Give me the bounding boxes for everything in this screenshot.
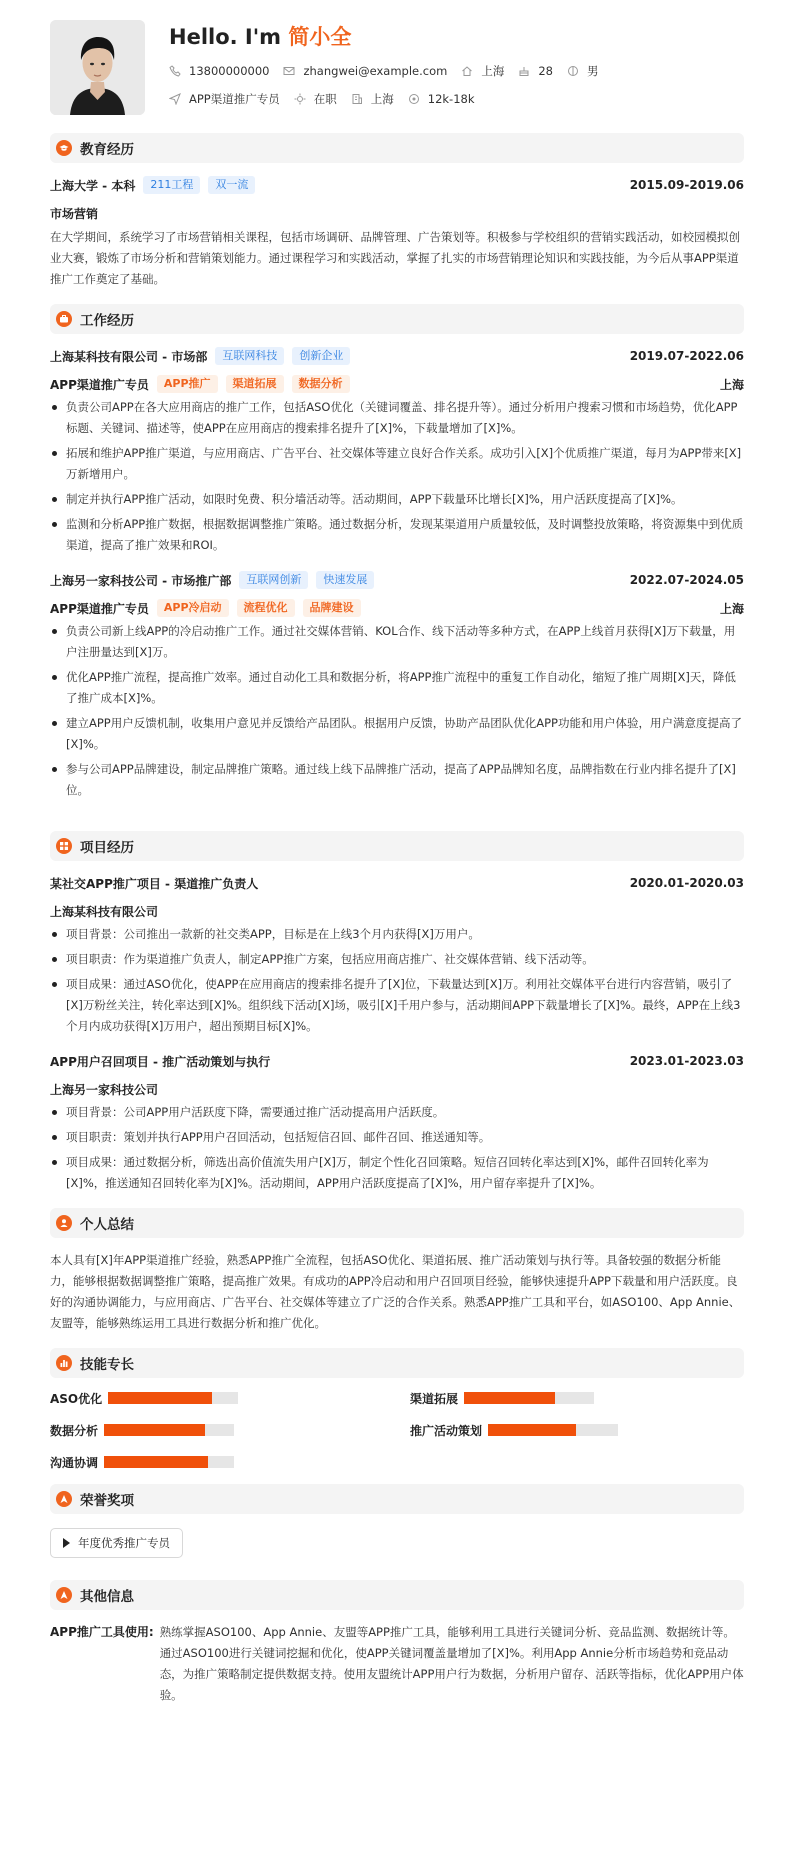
position-tag: APP推广 (157, 375, 218, 393)
list-item: 建立APP用户反馈机制，收集用户意见并反馈给产品团队。根据用户反馈，协助产品团队优化APP功能和用户体验，用户满意度提高了[X]%。 (50, 713, 744, 755)
education-description: 在大学期间，系统学习了市场营销相关课程，包括市场调研、品牌管理、广告策划等。积极参与学校组织的营销实践活动，如校园模拟创业大赛，锻炼了市场分析和营销策划能力。通过课程学习和实践活动，掌握了扎实的市场营销理论知识和实践技能，为今后从事APP渠道推广工作奠定了基础。 (50, 230, 740, 286)
project-date: 2020.01-2020.03 (629, 876, 744, 890)
work-left (50, 571, 382, 589)
awards-list (50, 1526, 744, 1572)
skill-item (50, 1390, 410, 1406)
work-city-text: 上海 (370, 92, 394, 106)
bar-chart-icon (56, 1355, 72, 1371)
status-icon (294, 93, 306, 105)
summary-text: 本人具有[X]年APP渠道推广经验，熟悉APP推广全流程，包括ASO优化、渠道拓展、推广活动策划与执行等。具备较强的数据分析能力，能够根据数据调整推广策略，提高推广效果。有成功的APP冷启动和用户召回项目经验，能够快速提升APP下载量和用户活跃度。良好的沟通协调能力，与应用商店、广告平台、社交媒体等建立了广泛的合作关系。熟悉APP推广工具和平台，如ASO100、App Annie、友盟等，能够熟练运用工具进行数据分析和推广优化。 (50, 1253, 741, 1330)
grid-icon (56, 838, 72, 854)
list-item: 负责公司APP在各大应用商店的推广工作，包括ASO优化（关键词覆盖、排名提升等）。通过分析用户搜索习惯和市场趋势，优化APP标题、关键词、描述等，使APP在应用商店的搜索排名提升了[X]%，下载量增加了[X]%。 (50, 397, 744, 439)
list-item: 负责公司新上线APP的冷启动推广工作。通过社交媒体营销、KOL合作、线下活动等多种方式，在APP上线首月获得[X]万下载量，用户注册量达到[X]万。 (50, 621, 744, 663)
company-tag: 创新企业 (292, 347, 350, 365)
city-item (461, 63, 504, 79)
age-text: 28 (538, 64, 553, 78)
candidate-name: 简小全 (288, 25, 352, 49)
education-date: 2015.09-2019.06 (629, 178, 744, 192)
other-text: 熟练掌握ASO100、App Annie、友盟等APP推广工具，能够利用工具进行关键词分析、竞品监测、数据统计等。通过ASO100进行关键词挖掘和优化，使APP关键词覆盖量增加了[X]%。利用App Annie分析市场趋势和竞品动态，为推广策略制定提供数据支持。使用友盟统计APP用户行为数据，分析用户留存、活跃等指标，优化APP用户体验。 (159, 1625, 744, 1702)
education-left (50, 176, 263, 194)
work-row (50, 570, 744, 590)
work-row (50, 346, 744, 366)
gender-item (567, 63, 599, 79)
salary-item (408, 92, 475, 106)
section-title: 教育经历 (80, 142, 134, 158)
position-tag: 品牌建设 (303, 599, 361, 617)
project-row (50, 873, 744, 893)
other-info-row (50, 1622, 744, 1706)
briefcase-icon (56, 311, 72, 327)
list-item: 项目成果：通过ASO优化，使APP在应用商店的搜索排名提升了[X]位，下载量达到[X]万。利用社交媒体平台进行内容营销，吸引了[X]万粉丝关注，转化率达到[X]%。组织线下活动[X]场，吸引[X]千用户参与，活动期间APP下载量增长了[X]%。最终，APP在上线3个月内成功获得[X]万用户，超出预期目标[X]%。 (50, 974, 744, 1037)
phone-text: 13800000000 (189, 64, 270, 78)
skill-item (50, 1454, 410, 1470)
work-location: 上海 (719, 377, 744, 392)
phone-item (169, 64, 269, 78)
work-bullets (50, 397, 744, 556)
skill-item (410, 1422, 740, 1438)
send-icon (169, 93, 181, 105)
avatar (50, 20, 145, 115)
skill-name: 沟通协调 (50, 1455, 99, 1470)
major-line (50, 203, 744, 223)
project-name: 某社交APP推广项目 - 渠道推广负责人 (50, 876, 259, 891)
section-title: 项目经历 (80, 840, 134, 856)
position-left (50, 375, 358, 393)
school-name: 上海大学 - 本科 (50, 178, 136, 193)
awards-section-header (50, 1484, 744, 1514)
major-name: 市场营销 (50, 206, 99, 221)
salary-icon (408, 93, 420, 105)
skill-fill (104, 1456, 208, 1468)
skill-name: 数据分析 (50, 1423, 99, 1438)
skills-grid (50, 1390, 744, 1470)
company-name: 上海某科技有限公司 - 市场部 (50, 349, 208, 364)
phone-icon (169, 65, 181, 77)
list-item: 监测和分析APP推广数据，根据数据调整推广策略。通过数据分析，发现某渠道用户质量较低，及时调整投放策略，将资源集中到优质渠道，提高了推广效果和ROI。 (50, 514, 744, 556)
other-section-header (50, 1580, 744, 1610)
status-item (294, 91, 337, 107)
section-title: 个人总结 (80, 1217, 134, 1233)
project-bullets (50, 1102, 744, 1194)
skill-name: 推广活动策划 (410, 1423, 483, 1438)
position-tag: 数据分析 (292, 375, 350, 393)
list-item: 项目背景：公司推出一款新的社交类APP，目标是在上线3个月内获得[X]万用户。 (50, 924, 744, 945)
email-item (283, 64, 447, 78)
project-company: 上海另一家科技公司 (50, 1082, 159, 1097)
work-date: 2019.07-2022.06 (629, 349, 744, 363)
work-entry (50, 570, 744, 801)
project-bullets (50, 924, 744, 1037)
position-tag: 渠道拓展 (226, 375, 284, 393)
section-title: 工作经历 (80, 313, 134, 329)
education-entry (50, 175, 744, 290)
gender-text: 男 (586, 64, 599, 78)
skill-name: ASO优化 (50, 1391, 103, 1406)
city-text: 上海 (481, 64, 505, 78)
section-title: 技能专长 (80, 1357, 134, 1373)
work-bullets (50, 621, 744, 801)
company-tag: 互联网科技 (215, 347, 284, 365)
company-name: 上海另一家科技公司 - 市场推广部 (50, 573, 232, 588)
status-text: 在职 (313, 92, 337, 106)
school-tag: 211工程 (143, 176, 200, 194)
skill-item (410, 1390, 740, 1406)
work-left (50, 347, 358, 365)
summary-block (50, 1250, 744, 1334)
skill-fill (104, 1424, 205, 1436)
contact-row (169, 62, 612, 80)
position-line (50, 598, 744, 618)
skill-fill (464, 1392, 555, 1404)
home-icon (461, 65, 473, 77)
position-name: APP渠道推广专员 (50, 601, 149, 616)
job-row (169, 90, 612, 108)
work-section-header (50, 304, 744, 334)
award-name: 年度优秀推广专员 (78, 1536, 170, 1550)
position-tag: APP冷启动 (157, 599, 229, 617)
project-entry (50, 1051, 744, 1194)
cake-icon (518, 65, 530, 77)
list-item: 参与公司APP品牌建设，制定品牌推广策略。通过线上线下品牌推广活动，提高了APP品牌知名度，品牌指数在行业内排名提升了[X]位。 (50, 759, 744, 801)
work-date: 2022.07-2024.05 (629, 573, 744, 587)
project-company-line (50, 901, 744, 921)
other-label: APP推广工具使用: (50, 1625, 154, 1639)
work-location: 上海 (719, 601, 744, 616)
resume-header (50, 20, 744, 115)
skill-bar (104, 1424, 234, 1436)
position-line (50, 374, 744, 394)
email-text: zhangwei@example.com (303, 64, 448, 78)
list-item: 项目职责：策划并执行APP用户召回活动，包括短信召回、邮件召回、推送通知等。 (50, 1127, 744, 1148)
section-title: 其他信息 (80, 1589, 134, 1605)
position-text: APP渠道推广专员 (189, 92, 280, 106)
skill-fill (108, 1392, 212, 1404)
project-date: 2023.01-2023.03 (629, 1054, 744, 1068)
education-row (50, 175, 744, 195)
list-item: 项目成果：通过数据分析，筛选出高价值流失用户[X]万，制定个性化召回策略。短信召回转化率达到[X]%，邮件召回转化率为[X]%，推送通知召回转化率为[X]%。活动期间，APP用户活跃度提高了[X]%，用户留存率提升了[X]%。 (50, 1152, 744, 1194)
list-item: 项目职责：作为渠道推广负责人，制定APP推广方案，包括应用商店推广、社交媒体营销、线下活动等。 (50, 949, 744, 970)
skill-bar (464, 1392, 594, 1404)
graduation-cap-icon (56, 140, 72, 156)
mail-icon (283, 65, 295, 77)
greeting-title (169, 22, 612, 52)
play-triangle-icon (63, 1538, 70, 1548)
project-name: APP用户召回项目 - 推广活动策划与执行 (50, 1054, 271, 1069)
skill-item (50, 1422, 410, 1438)
salary-text: 12k-18k (427, 92, 475, 106)
info-icon (56, 1587, 72, 1603)
award-item[interactable] (50, 1528, 183, 1558)
company-tag: 快速发展 (316, 571, 374, 589)
skills-section-header (50, 1348, 744, 1378)
projects-section-header (50, 831, 744, 861)
age-item (518, 64, 553, 78)
gender-icon (567, 65, 579, 77)
skill-name: 渠道拓展 (410, 1391, 459, 1406)
project-company: 上海某科技有限公司 (50, 904, 159, 919)
position-item (169, 91, 280, 107)
list-item: 项目背景：公司APP用户活跃度下降，需要通过推广活动提高用户活跃度。 (50, 1102, 744, 1123)
header-info (169, 20, 612, 108)
user-icon (56, 1215, 72, 1231)
project-company-line (50, 1079, 744, 1099)
work-city-item (351, 91, 394, 107)
list-item: 拓展和维护APP推广渠道，与应用商店、广告平台、社交媒体等建立良好合作关系。成功引入[X]个优质推广渠道，每月为APP带来[X]万新增用户。 (50, 443, 744, 485)
position-tag: 流程优化 (237, 599, 295, 617)
position-left (50, 599, 369, 617)
building-icon (351, 93, 363, 105)
section-title: 荣誉奖项 (80, 1493, 134, 1509)
list-item: 优化APP推广流程，提高推广效率。通过自动化工具和数据分析，将APP推广流程中的重复工作自动化，缩短了推广周期[X]天，降低了推广成本[X]%。 (50, 667, 744, 709)
summary-section-header (50, 1208, 744, 1238)
skill-fill (488, 1424, 576, 1436)
greeting-text: Hello. I'm (169, 25, 289, 49)
award-icon (56, 1491, 72, 1507)
school-tag: 双一流 (208, 176, 255, 194)
work-entry (50, 346, 744, 556)
company-tag: 互联网创新 (239, 571, 308, 589)
skill-bar (108, 1392, 238, 1404)
project-entry (50, 873, 744, 1037)
skill-bar (104, 1456, 234, 1468)
position-name: APP渠道推广专员 (50, 377, 149, 392)
skill-bar (488, 1424, 618, 1436)
education-section-header (50, 133, 744, 163)
list-item: 制定并执行APP推广活动，如限时免费、积分墙活动等。活动期间，APP下载量环比增长[X]%，用户活跃度提高了[X]%。 (50, 489, 744, 510)
project-row (50, 1051, 744, 1071)
